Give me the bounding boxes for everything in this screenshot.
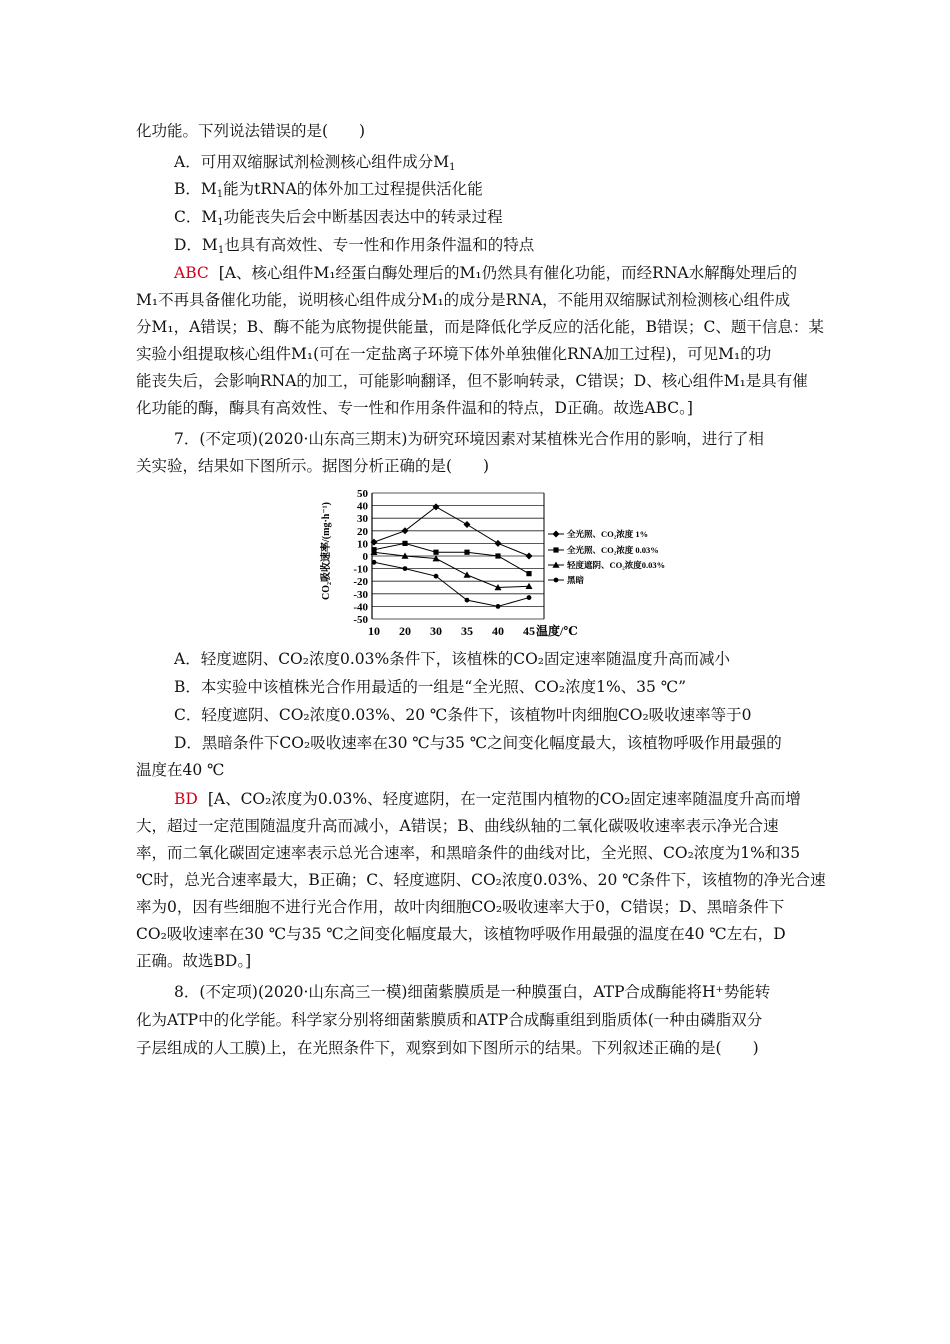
q7-explanation-line: 正确。故选BD。] xyxy=(136,952,252,970)
y-tick-label: 20 xyxy=(357,525,368,538)
q7-stem-line: 7．(不定项)(2020·山东高三期末)为研究环境因素对某植株光合作用的影响，进行了相 xyxy=(174,430,764,448)
q6-option-a: A．可用双缩脲试剂检测核心组件成分$M_1$ xyxy=(174,153,456,173)
data-point xyxy=(495,553,500,558)
data-point xyxy=(372,560,377,565)
q7-explanation-line: ℃时，总光合速率最大，B正确；C、轻度遮阴、CO₂浓度0.03%、20 ℃条件下，该植物的净光合速 xyxy=(136,871,826,889)
x-tick-label: 10 xyxy=(368,624,380,638)
x-tick-label: 45 xyxy=(523,624,535,638)
data-point xyxy=(526,553,533,560)
q7-explanation-line: 大，超过一定范围随温度升高而减小，A错误；B、曲线纵轴的二氧化碳吸收速率表示净光合速 xyxy=(136,817,779,835)
x-tick-label: 30 xyxy=(430,624,442,638)
q6-explanation-line: 化功能的酶，酶具有高效性、专一性和作用条件温和的特点，D正确。故选ABC。] xyxy=(136,399,693,417)
chart-grid xyxy=(372,493,544,619)
data-point xyxy=(553,531,560,538)
data-point xyxy=(464,571,471,577)
q7-option-c: C．轻度遮阴、CO₂浓度0.03%、20 ℃条件下，该植物叶肉细胞CO₂吸收速率等于0 xyxy=(174,706,752,724)
x-tick-label: 20 xyxy=(399,624,411,638)
data-point xyxy=(403,566,408,571)
q7-option-d: D．黑暗条件下CO₂吸收速率在30 ℃与35 ℃之间变化幅度最大，该植物呼吸作用最强的 xyxy=(174,734,782,752)
data-point xyxy=(402,541,407,546)
data-point xyxy=(495,540,502,547)
q7-answer: BD xyxy=(174,790,198,808)
y-tick-label: -20 xyxy=(353,576,368,589)
y-tick-label: -40 xyxy=(353,601,368,614)
q7-explanation-line: CO₂吸收速率在30 ℃与35 ℃之间变化幅度最大，该植物呼吸作用最强的温度在40 ℃左右，D xyxy=(136,925,786,943)
series-line xyxy=(374,543,529,573)
data-point xyxy=(554,578,559,583)
q6-explanation-line: ABC [A、核心组件M₁经蛋白酶处理后的M₁仍然具有催化功能，而经RNA水解酶处理后的 xyxy=(174,264,798,282)
q7-stem-line: 关实验，结果如下图所示。据图分析正确的是( ) xyxy=(136,457,490,475)
series-line xyxy=(374,507,529,556)
legend-label: 黑暗 xyxy=(567,575,585,585)
y-tick-label: 40 xyxy=(357,500,368,513)
q6-stem-end: 化功能。下列说法错误的是( ) xyxy=(136,122,366,140)
q8-stem-line: 8．(不定项)(2020·山东高三一模)细菌紫膜质是一种膜蛋白，ATP合成酶能将H⁺势能转 xyxy=(174,983,771,1001)
data-point xyxy=(526,571,531,576)
chart-legend xyxy=(548,529,665,585)
data-point xyxy=(496,604,501,609)
q6-option-d: D．$M_1$也具有高效性、专一性和作用条件温和的特点 xyxy=(174,236,535,256)
q7-explanation-line: BD [A、CO₂浓度为0.03%、轻度遮阴，在一定范围内植物的CO₂固定速率随温度升高而增 xyxy=(174,790,801,808)
data-point xyxy=(464,550,469,555)
legend-label: 轻度遮阴、CO₂浓度0.03% xyxy=(567,560,666,570)
q7-option-a: A．轻度遮阴、CO₂浓度0.03%条件下，该植株的CO₂固定速率随温度升高而减小 xyxy=(174,650,730,668)
co2-absorption-chart xyxy=(312,484,682,644)
q7-explanation-line: 率，而二氧化碳固定速率表示总光合速率，和黑暗条件的曲线对比，全光照、CO₂浓度为1%和35 xyxy=(136,844,801,862)
q6-option-c: C．$M_1$功能丧失后会中断基因表达中的转录过程 xyxy=(174,208,503,228)
y-tick-label: -50 xyxy=(353,614,368,626)
q7-explanation-line: 率为0，因有些细胞不进行光合作用，故叶肉细胞CO₂吸收速率大于0，C错误；D、黑暗条件下 xyxy=(136,898,785,916)
q6-answer: ABC xyxy=(174,264,209,282)
data-point xyxy=(464,521,471,528)
q7-option-d-cont: 温度在40 ℃ xyxy=(136,761,225,779)
y-tick-label: -10 xyxy=(353,563,368,576)
q8-stem-line: 子层组成的人工膜)上，在光照条件下，观察到如下图所示的结果。下列叙述正确的是( ) xyxy=(136,1039,759,1057)
q6-option-b: B．$M_1$能为tRNA的体外加工过程提供活化能 xyxy=(174,180,483,200)
legend-label: 全光照、CO₂浓度 0.03% xyxy=(567,545,659,555)
data-point xyxy=(433,550,438,555)
x-tick-label: 40 xyxy=(492,624,504,638)
q6-explanation-line: 能丧失后，会影响RNA的加工，可能影响翻译，但不影响转录，C错误；D、核心组件M₁是具有催 xyxy=(136,372,808,390)
q6-explanation-line: 实验小组提取核心组件M₁(可在一定盐离子环境下体外单独催化RNA加工过程)，可见M₁的功 xyxy=(136,345,772,363)
x-tick-labels xyxy=(368,624,535,638)
y-tick-label: 10 xyxy=(357,538,368,551)
x-axis-label: 温度/℃ xyxy=(536,624,578,638)
q7-option-b: B．本实验中该植株光合作用最适的一组是“全光照、CO₂浓度1%、35 ℃” xyxy=(174,678,687,696)
y-axis-label: CO₂吸收速率/(mg·h⁻¹) xyxy=(321,502,332,600)
series-line xyxy=(374,552,529,587)
y-tick-label: 30 xyxy=(357,513,368,526)
q8-stem-line: 化为ATP中的化学能。科学家分别将细菌紫膜质和ATP合成酶重组到脂质体(一种由磷脂双分 xyxy=(136,1011,763,1029)
q6-explanation-line: 分M₁，A错误；B、酶不能为底物提供能量，而是降低化学反应的活化能，B错误；C、题干信息：某 xyxy=(136,318,824,336)
y-tick-label: 0 xyxy=(362,551,368,563)
y-tick-label: 50 xyxy=(357,488,368,500)
data-point xyxy=(527,595,532,600)
legend-label: 全光照、CO₂浓度 1% xyxy=(567,529,649,539)
data-point xyxy=(465,598,470,603)
x-tick-label: 35 xyxy=(461,624,473,638)
y-tick-labels xyxy=(353,488,368,626)
data-point xyxy=(434,574,439,579)
q6-explanation-line: M₁不再具备催化功能，说明核心组件成分M₁的成分是RNA，不能用双缩脲试剂检测核心组件成 xyxy=(136,291,791,309)
y-tick-label: -30 xyxy=(353,588,368,601)
data-point xyxy=(553,547,558,552)
